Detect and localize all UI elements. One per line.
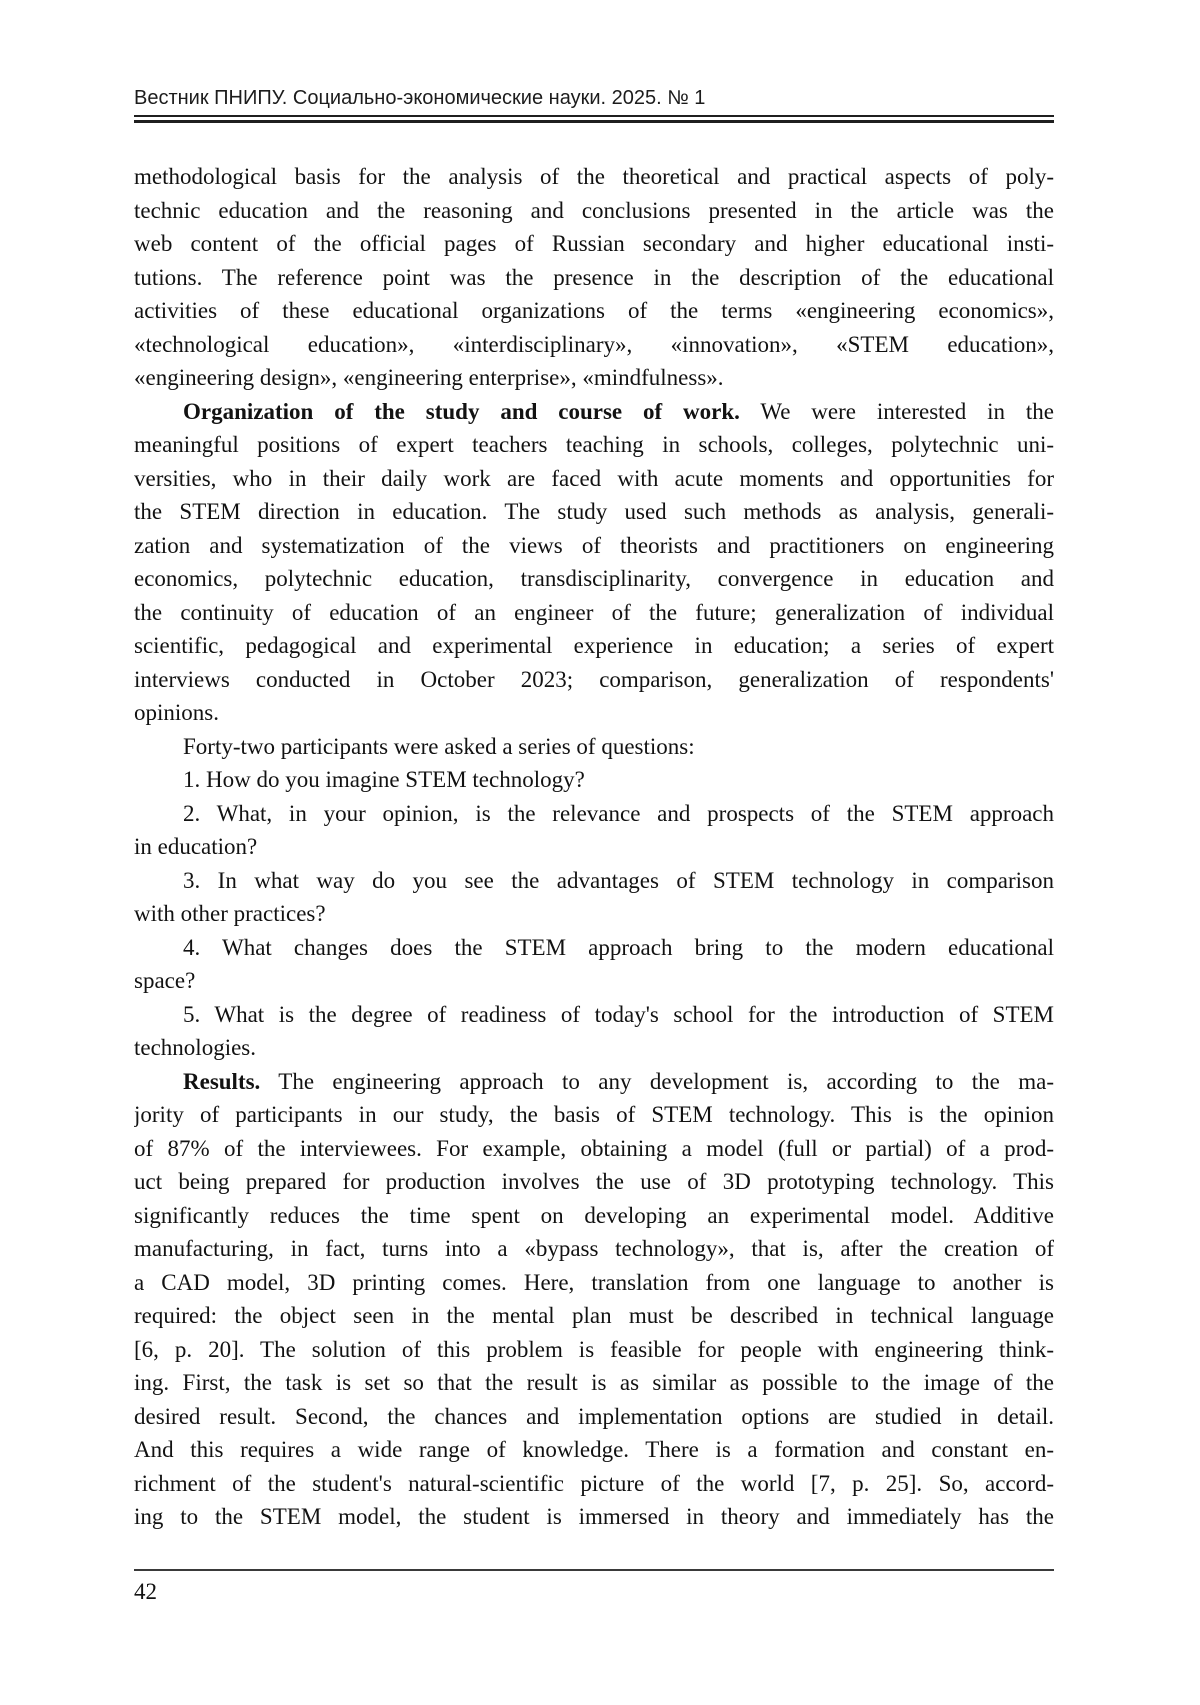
bold-lead: Organization of the study and course of work. [183, 398, 740, 424]
text-line: methodological basis for the analysis of the theoretical and practical aspects of poly- [134, 164, 1054, 189]
text-line: 3. In what way do you see the advantages of STEM technology in comparison [183, 867, 1054, 893]
text-line: 1. How do you imagine STEM technology? [183, 767, 585, 792]
text-line: interviews conducted in October 2023; comparison, generalization of respondents' [134, 666, 1054, 692]
text-line: ing. First, the task is set so that the result is as similar as possible to the image of the [134, 1370, 1054, 1395]
paragraph [134, 998, 1054, 1065]
text-line: technologies. [134, 1035, 256, 1060]
text-line: zation and systematization of the views of theorists and practitioners on engineering [134, 532, 1054, 558]
paragraph [134, 763, 1054, 797]
paragraph [134, 1065, 1054, 1534]
text-line: scientific, pedagogical and experimental experience in education; a series of expert [134, 633, 1054, 658]
paragraph [134, 864, 1054, 931]
text-line: ing to the STEM model, the student is immersed in theory and immediately has the [134, 1504, 1054, 1529]
text-line: [6, p. 20]. The solution of this problem is feasible for people with engineering think- [134, 1336, 1054, 1362]
text-line: space? [134, 968, 196, 993]
text-line: economics, polytechnic education, transdisciplinarity, convergence in education and [134, 566, 1054, 591]
text-line: Organization of the study and course of work. We were interested in the [183, 398, 1054, 424]
text-line: 5. What is the degree of readiness of today's school for the introduction of STEM [183, 1001, 1054, 1027]
text-line: 2. What, in your opinion, is the relevance and prospects of the STEM approach [183, 800, 1054, 826]
text-line: the STEM direction in education. The study used such methods as analysis, generali- [134, 499, 1054, 524]
text-line: Forty-two participants were asked a series of questions: [183, 733, 695, 759]
text-line: uct being prepared for production involves the use of 3D prototyping technology. This [134, 1169, 1054, 1194]
text-line: of 87% of the interviewees. For example, obtaining a model (full or partial) of a prod- [134, 1135, 1054, 1161]
text-line: technic education and the reasoning and conclusions presented in the article was the [134, 197, 1054, 223]
text-line: web content of the official pages of Russian secondary and higher educational insti- [134, 231, 1054, 256]
text-line: richment of the student's natural-scientific picture of the world [7, p. 25]. So, accord- [134, 1470, 1054, 1496]
bold-lead: Results. [183, 1068, 261, 1094]
article-body [134, 160, 1054, 1534]
paragraph [134, 395, 1054, 730]
text-line: in education? [134, 834, 258, 859]
text-line: 4. What changes does the STEM approach bring to the modern educational [183, 934, 1054, 960]
text-line: significantly reduces the time spent on developing an experimental model. Additive [134, 1202, 1054, 1228]
header-rule [134, 115, 1054, 123]
text-line: Results. The engineering approach to any development is, according to the ma- [183, 1068, 1054, 1094]
text-line: required: the object seen in the mental plan must be described in technical language [134, 1303, 1054, 1328]
text-line: manufacturing, in fact, turns into a «bypass technology», that is, after the creation of [134, 1236, 1054, 1261]
text-line: desired result. Second, the chances and implementation options are studied in detail. [134, 1403, 1054, 1429]
text-line: versities, who in their daily work are faced with acute moments and opportunities for [134, 465, 1054, 491]
text-line: the continuity of education of an engineer of the future; generalization of individual [134, 599, 1054, 625]
text-line: «engineering design», «engineering enterprise», «mindfulness». [134, 365, 724, 390]
running-header: Вестник ПНИПУ. Социально-экономические науки. 2025. № 1 [134, 87, 706, 109]
text-line: activities of these educational organizations of the terms «engineering economics», [134, 298, 1054, 323]
text-line: And this requires a wide range of knowledge. There is a formation and constant en- [134, 1437, 1054, 1462]
text-line: a CAD model, 3D printing comes. Here, translation from one language to another is [134, 1269, 1054, 1295]
text-line: «technological education», «interdisciplinary», «innovation», «STEM education», [134, 331, 1054, 357]
text-line: opinions. [134, 700, 219, 725]
text-line: meaningful positions of expert teachers teaching in schools, colleges, polytechnic uni- [134, 432, 1054, 457]
page-number: 42 [134, 1579, 157, 1604]
text-line: jority of participants in our study, the basis of STEM technology. This is the opinion [134, 1102, 1054, 1127]
paragraph [134, 797, 1054, 864]
paragraph [134, 931, 1054, 998]
footer-rule [134, 1569, 1054, 1571]
text-line: with other practices? [134, 901, 326, 926]
text-line: tutions. The reference point was the presence in the description of the educational [134, 264, 1054, 290]
paragraph [134, 730, 1054, 764]
paragraph [134, 160, 1054, 395]
